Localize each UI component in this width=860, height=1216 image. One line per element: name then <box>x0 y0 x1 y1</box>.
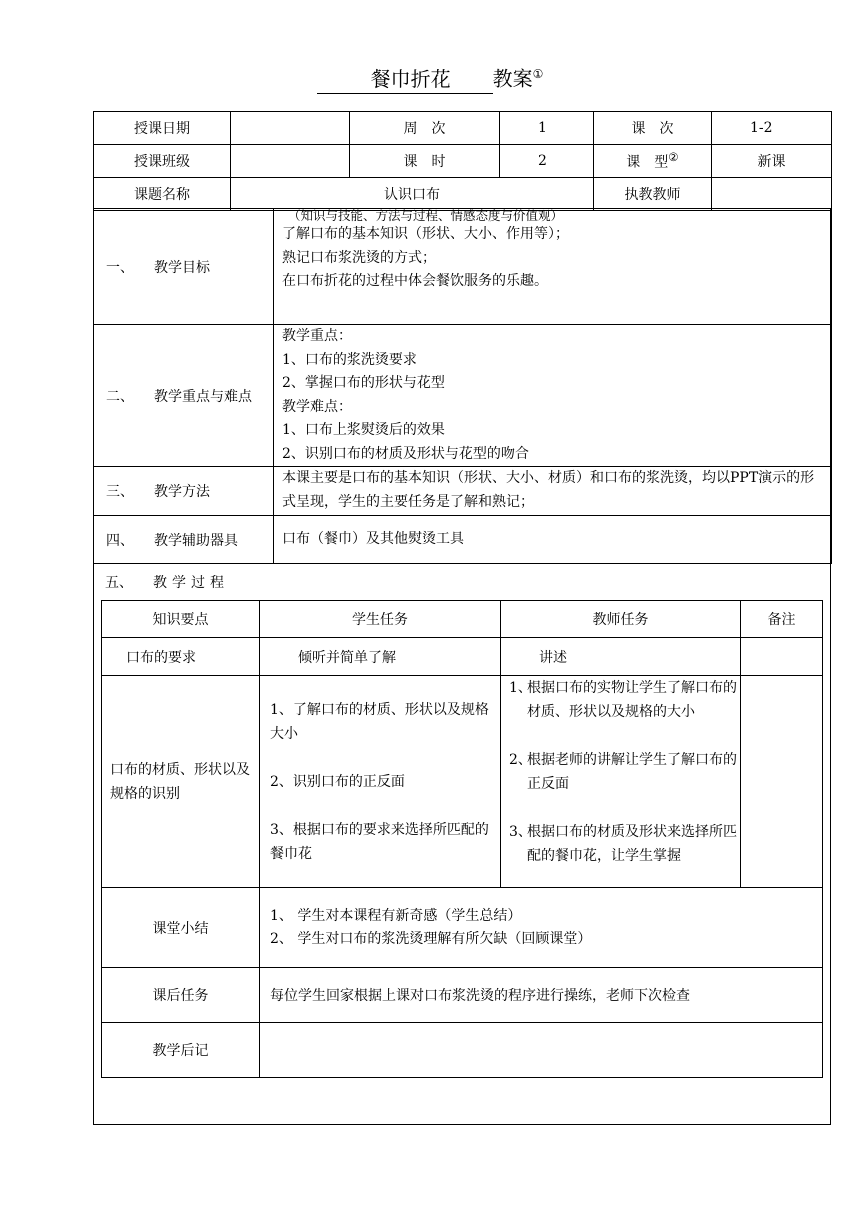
topic-label: 课题名称 <box>94 178 231 211</box>
info-table <box>93 111 832 211</box>
hours-label: 课 时 <box>350 145 500 178</box>
row1-point: 口布的要求 <box>102 638 260 676</box>
summary-label: 课堂小结 <box>102 888 260 968</box>
key-points-content <box>274 325 832 467</box>
class-label: 授课班级 <box>94 145 231 178</box>
teacher-task: 2、 根据老师的讲解让学生了解口布的正反面 <box>509 752 737 792</box>
date-label: 授课日期 <box>94 112 231 145</box>
goals-line: 熟记口布浆洗烫的方式； <box>282 249 436 266</box>
goals-content <box>274 209 832 325</box>
lesson-value: 1-2 <box>712 112 832 145</box>
page-title <box>0 60 860 94</box>
process-heading: 五、 教学过程 <box>105 575 229 591</box>
row1-teacher: 讲述 <box>501 638 741 676</box>
process-table <box>101 600 823 1078</box>
title-main: 餐巾折花 <box>370 66 451 91</box>
header-remark: 备注 <box>741 601 823 638</box>
date-value <box>231 112 350 145</box>
key-point-line: 2、识别口布的材质及形状与花型的吻合 <box>282 445 529 462</box>
title-note-mark: ① <box>532 67 544 81</box>
header-point: 知识要点 <box>102 601 260 638</box>
sections-table <box>93 208 832 564</box>
homework-text: 每位学生回家根据上课对口布浆洗烫的程序进行操练，老师下次检查 <box>260 968 823 1023</box>
tools-text: 口布（餐巾）及其他熨烫工具 <box>274 516 832 564</box>
hours-value: 2 <box>500 145 594 178</box>
header-teacher: 教师任务 <box>501 601 741 638</box>
row2-remark <box>741 676 823 888</box>
row1-remark <box>741 638 823 676</box>
key-point-line: 2、掌握口布的形状与花型 <box>282 375 445 391</box>
week-label: 周 次 <box>350 112 500 145</box>
summary-content <box>260 888 823 968</box>
teacher-value <box>712 178 832 211</box>
student-task: 2、识别口布的正反面 <box>270 773 405 790</box>
row2-teacher <box>501 676 741 888</box>
type-label: 课 型 <box>626 154 669 171</box>
reflection-text <box>260 1023 823 1078</box>
key-point-line: 1、口布上浆熨烫后的效果 <box>282 422 445 438</box>
row2-student <box>260 676 501 888</box>
class-value <box>231 145 350 178</box>
lesson-label: 课 次 <box>594 112 712 145</box>
student-task: 1、了解口布的材质、形状以及规格大小 <box>270 701 489 742</box>
goals-line: 在口布折花的过程中体会餐饮服务的乐趣。 <box>282 273 548 289</box>
teacher-task: 1、 根据口布的实物让学生了解口布的材质、形状以及规格的大小 <box>509 680 737 720</box>
summary-line: 1、 学生对本课程有新奇感（学生总结） <box>270 907 522 924</box>
teacher-task: 3、 根据口布的材质及形状来选择所匹配的餐巾花，让学生掌握 <box>509 824 737 864</box>
key-point-line: 教学难点： <box>282 398 352 415</box>
homework-label: 课后任务 <box>102 968 260 1023</box>
teacher-label: 执教教师 <box>594 178 712 211</box>
goals-line: 了解口布的基本知识（形状、大小、作用等）； <box>282 226 569 242</box>
row1-student: 倾听并简单了解 <box>260 638 501 676</box>
key-points-label: 二、 教学重点与难点 <box>94 325 274 467</box>
key-point-line: 教学重点： <box>282 328 352 344</box>
reflection-label: 教学后记 <box>102 1023 260 1078</box>
student-task: 3、根据口布的要求来选择所匹配的餐巾花 <box>270 821 489 862</box>
tools-label: 四、 教学辅助器具 <box>94 516 274 564</box>
week-value: 1 <box>500 112 594 145</box>
summary-line: 2、 学生对口布的浆洗烫理解有所欠缺（回顾课堂） <box>270 930 592 947</box>
topic-value: 认识口布 <box>231 178 594 211</box>
goals-label: 一、 教学目标 <box>94 209 274 325</box>
key-point-line: 1、口布的浆洗烫要求 <box>282 351 417 368</box>
goals-note: （知识与技能、方法与过程、情感态度与价值观） <box>288 208 564 223</box>
header-student: 学生任务 <box>260 601 501 638</box>
methods-text: 本课主要是口布的基本知识（形状、大小、材质）和口布的浆洗烫，均以PPT演示的形式呈现，学生的主要任务是了解和熟记； <box>274 467 832 516</box>
type-mark: ② <box>668 150 679 165</box>
methods-label: 三、 教学方法 <box>94 467 274 516</box>
type-label-cell <box>594 145 712 178</box>
row2-point: 口布的材质、形状以及规格的识别 <box>102 676 260 888</box>
type-value: 新课 <box>712 145 832 178</box>
title-suffix: 教案 <box>492 66 533 91</box>
